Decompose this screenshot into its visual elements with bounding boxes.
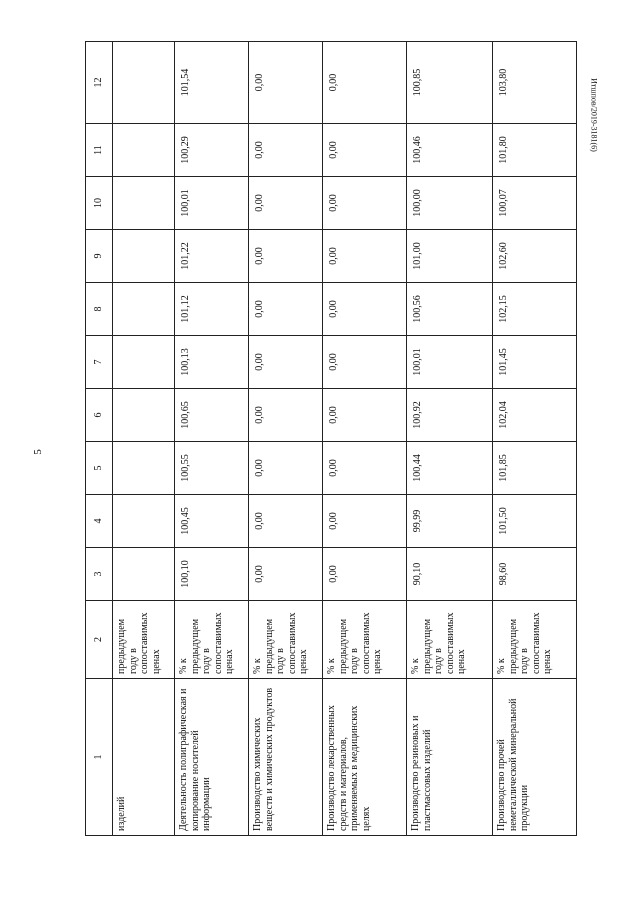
header-cell: 5 bbox=[86, 442, 113, 495]
value-cell: 100,55 bbox=[175, 442, 249, 495]
value-cell: 103,80 bbox=[493, 42, 577, 124]
header-cell: 7 bbox=[86, 336, 113, 389]
footer-code: Итшпов/2019-3181(6) bbox=[589, 78, 599, 152]
value-cell: 100,44 bbox=[407, 442, 493, 495]
value-cell bbox=[113, 283, 175, 336]
value-cell bbox=[113, 230, 175, 283]
header-cell: 11 bbox=[86, 124, 113, 177]
value-cell: 100,65 bbox=[175, 389, 249, 442]
activity-name-cell: Производство лекарственных средств и материалов, применяемых в медицинских целях bbox=[323, 679, 407, 836]
value-cell: 101,00 bbox=[407, 230, 493, 283]
value-cell: 0,00 bbox=[323, 177, 407, 230]
page-number: 5 bbox=[32, 449, 44, 455]
value-cell: 100,56 bbox=[407, 283, 493, 336]
unit-cell: % к предыдущем году в сопоставимых ценах bbox=[175, 601, 249, 679]
unit-cell: предыдущем году в сопоставимых ценах bbox=[113, 601, 175, 679]
header-cell: 1 bbox=[86, 679, 113, 836]
value-cell: 101,80 bbox=[493, 124, 577, 177]
table-row bbox=[175, 42, 249, 836]
value-cell bbox=[113, 42, 175, 124]
value-cell: 0,00 bbox=[249, 336, 323, 389]
value-cell: 101,85 bbox=[493, 442, 577, 495]
value-cell: 0,00 bbox=[323, 230, 407, 283]
value-cell: 0,00 bbox=[249, 124, 323, 177]
value-cell bbox=[113, 495, 175, 548]
value-cell: 100,01 bbox=[175, 177, 249, 230]
value-cell: 99,99 bbox=[407, 495, 493, 548]
value-cell: 100,07 bbox=[493, 177, 577, 230]
value-cell: 100,45 bbox=[175, 495, 249, 548]
header-row bbox=[86, 42, 113, 836]
unit-cell: % к предыдущем году в сопоставимых ценах bbox=[323, 601, 407, 679]
indicator-table bbox=[85, 41, 577, 836]
table-row bbox=[249, 42, 323, 836]
header-cell: 4 bbox=[86, 495, 113, 548]
value-cell: 0,00 bbox=[249, 442, 323, 495]
value-cell: 100,10 bbox=[175, 548, 249, 601]
table-row bbox=[113, 42, 175, 836]
value-cell: 0,00 bbox=[249, 548, 323, 601]
value-cell: 102,04 bbox=[493, 389, 577, 442]
value-cell: 98,60 bbox=[493, 548, 577, 601]
value-cell: 0,00 bbox=[323, 389, 407, 442]
value-cell: 101,54 bbox=[175, 42, 249, 124]
value-cell: 0,00 bbox=[249, 177, 323, 230]
value-cell: 0,00 bbox=[323, 336, 407, 389]
value-cell: 100,85 bbox=[407, 42, 493, 124]
value-cell: 101,50 bbox=[493, 495, 577, 548]
activity-name-cell: Производство химических веществ и химических продуктов bbox=[249, 679, 323, 836]
value-cell: 0,00 bbox=[249, 42, 323, 124]
unit-cell: % к предыдущем году в сопоставимых ценах bbox=[407, 601, 493, 679]
value-cell: 90,10 bbox=[407, 548, 493, 601]
value-cell bbox=[113, 442, 175, 495]
unit-cell: % к предыдущем году в сопоставимых ценах bbox=[249, 601, 323, 679]
unit-cell: % к предыдущем году в сопоставимых ценах bbox=[493, 601, 577, 679]
value-cell: 101,22 bbox=[175, 230, 249, 283]
rotated-table-container bbox=[85, 42, 569, 836]
value-cell: 101,12 bbox=[175, 283, 249, 336]
table-row bbox=[493, 42, 577, 836]
value-cell: 0,00 bbox=[323, 124, 407, 177]
value-cell: 100,13 bbox=[175, 336, 249, 389]
value-cell: 100,29 bbox=[175, 124, 249, 177]
value-cell bbox=[113, 124, 175, 177]
table-row bbox=[323, 42, 407, 836]
value-cell: 0,00 bbox=[249, 230, 323, 283]
value-cell: 0,00 bbox=[323, 495, 407, 548]
value-cell bbox=[113, 389, 175, 442]
activity-name-cell: Производство прочей неметаллической минеральной продукции bbox=[493, 679, 577, 836]
value-cell: 0,00 bbox=[249, 389, 323, 442]
value-cell: 0,00 bbox=[323, 442, 407, 495]
table-row bbox=[407, 42, 493, 836]
header-cell: 12 bbox=[86, 42, 113, 124]
value-cell: 0,00 bbox=[323, 548, 407, 601]
value-cell bbox=[113, 177, 175, 230]
value-cell: 100,92 bbox=[407, 389, 493, 442]
header-cell: 2 bbox=[86, 601, 113, 679]
activity-name-cell: изделий bbox=[113, 679, 175, 836]
header-cell: 10 bbox=[86, 177, 113, 230]
value-cell: 0,00 bbox=[323, 42, 407, 124]
value-cell: 0,00 bbox=[249, 495, 323, 548]
value-cell: 100,01 bbox=[407, 336, 493, 389]
value-cell: 101,45 bbox=[493, 336, 577, 389]
header-cell: 9 bbox=[86, 230, 113, 283]
value-cell: 0,00 bbox=[323, 283, 407, 336]
value-cell: 102,15 bbox=[493, 283, 577, 336]
header-cell: 8 bbox=[86, 283, 113, 336]
header-cell: 6 bbox=[86, 389, 113, 442]
value-cell bbox=[113, 336, 175, 389]
value-cell bbox=[113, 548, 175, 601]
value-cell: 102,60 bbox=[493, 230, 577, 283]
header-cell: 3 bbox=[86, 548, 113, 601]
table-body bbox=[86, 42, 577, 836]
value-cell: 0,00 bbox=[249, 283, 323, 336]
value-cell: 100,46 bbox=[407, 124, 493, 177]
activity-name-cell: Деятельность полиграфическая и копирование носителей информации bbox=[175, 679, 249, 836]
activity-name-cell: Производство резиновых и пластмассовых изделий bbox=[407, 679, 493, 836]
value-cell: 100,00 bbox=[407, 177, 493, 230]
